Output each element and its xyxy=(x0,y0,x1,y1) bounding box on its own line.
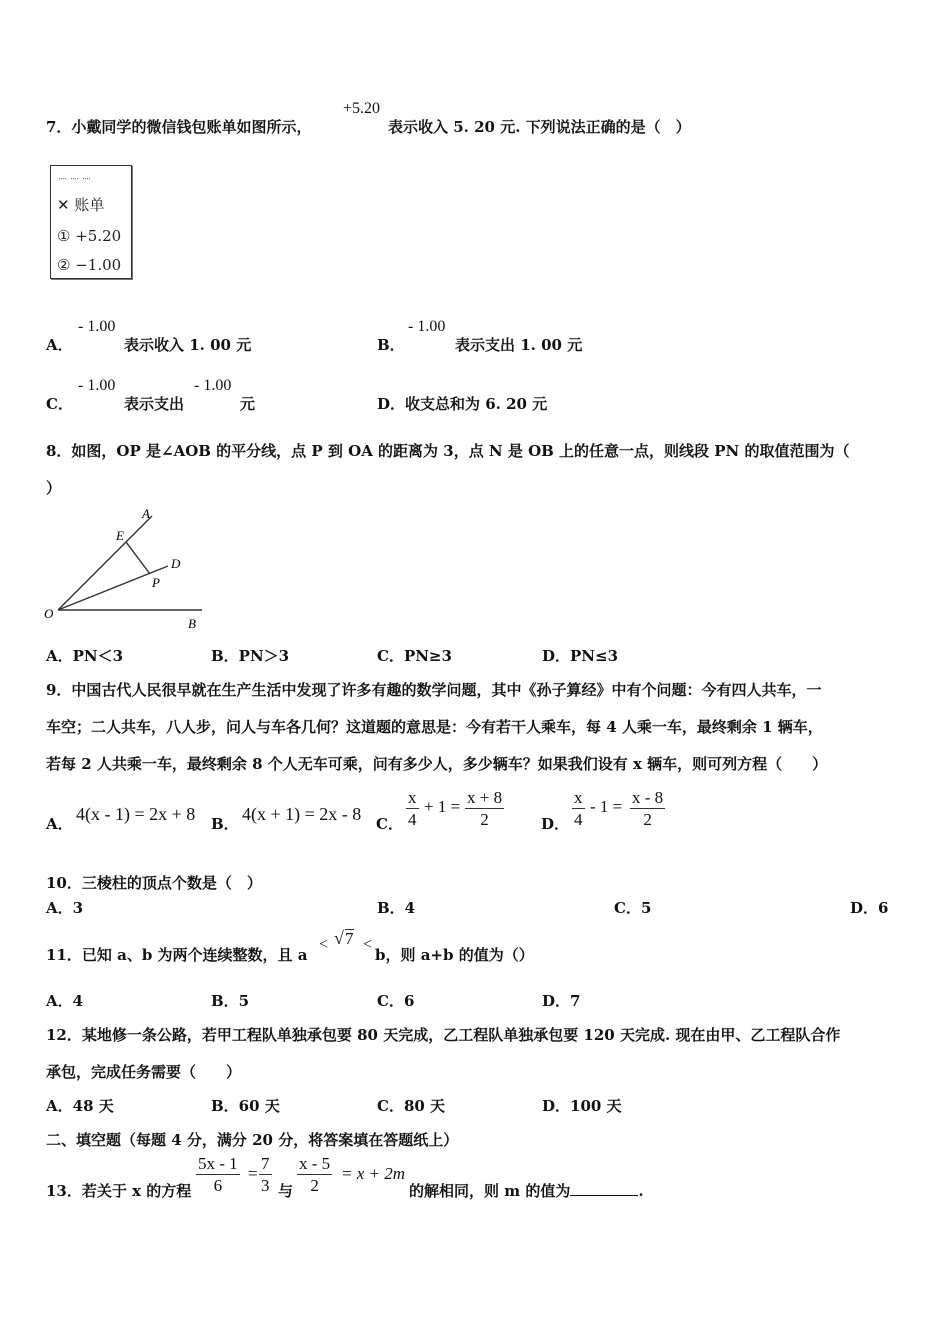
q11-less-than-2: < xyxy=(363,936,373,953)
q11-less-than-1: < xyxy=(319,936,329,953)
q7-option-b-label: B． xyxy=(377,336,405,354)
wallet-status-bar: ᠁ ᠁ ᠁ xyxy=(57,175,91,184)
q12-option-b: B．60 天 xyxy=(211,1097,280,1115)
wallet-row-1: ① +5.20 xyxy=(57,227,122,245)
label-e: E xyxy=(116,528,124,543)
q13-f3-den: 2 xyxy=(310,1176,319,1195)
q9-option-c-label: C． xyxy=(376,815,403,833)
section-heading-fill-in: 二、填空题（每题 4 分，满分 20 分，将答案填在答题纸上） xyxy=(46,1131,459,1149)
q10-option-d: D．6 xyxy=(850,899,889,917)
q7-option-c-end: 元 xyxy=(240,395,256,413)
q11-option-b: B．5 xyxy=(211,992,250,1010)
q9-option-c-frac2 xyxy=(465,788,504,831)
q13-stem-a: 13．若关于 x 的方程 xyxy=(46,1182,192,1200)
q13-with: 与 xyxy=(278,1182,294,1200)
q13-answer-blank[interactable] xyxy=(570,1181,638,1196)
q13-fraction-2 xyxy=(259,1154,272,1197)
q9-option-b-equation: 4(x + 1) = 2x - 8 xyxy=(242,804,362,824)
q7-option-a-label: A． xyxy=(46,336,73,354)
label-a: A xyxy=(142,506,150,521)
q11-stem-a: 11．已知 a、b 为两个连续整数，且 a xyxy=(46,946,308,964)
q7-option-a-text: 表示收入 1. 00 元 xyxy=(124,336,252,354)
q13-f1-den: 6 xyxy=(213,1176,223,1195)
q12-option-c: C．80 天 xyxy=(377,1097,446,1115)
q7-stem-a: 7．小戴同学的微信钱包账单如图所示， xyxy=(46,118,312,136)
segment-pe xyxy=(126,542,150,574)
q7-option-b-text: 表示支出 1. 00 元 xyxy=(455,336,583,354)
q8-option-a: A．PN＜3 xyxy=(46,647,124,665)
q9c-frac1-den: 4 xyxy=(408,810,417,829)
q9-option-c-mid: + 1 = xyxy=(424,797,461,816)
q7-option-c-sup1: - 1.00 xyxy=(78,377,116,394)
label-p: P xyxy=(152,575,160,590)
q13-f2-den: 3 xyxy=(261,1176,270,1195)
q11-option-d: D．7 xyxy=(542,992,581,1010)
q13-f3-num: x - 5 xyxy=(299,1154,331,1173)
q8-option-b: B．PN＞3 xyxy=(211,647,290,665)
q10-stem: 10．三棱柱的顶点个数是（ ） xyxy=(46,874,262,892)
q13-f2-num: 7 xyxy=(261,1154,270,1173)
q9-option-d-frac1 xyxy=(572,788,585,831)
q9-option-a-label: A． xyxy=(46,815,73,833)
q12-option-d: D．100 天 xyxy=(542,1097,622,1115)
q7-option-d: D．收支总和为 6. 20 元 xyxy=(377,395,548,413)
label-d: D xyxy=(171,556,181,571)
q7-option-c-mid: 表示支出 xyxy=(124,395,185,413)
q9d-frac1-den: 4 xyxy=(574,810,583,829)
wallet-row-2: ② −1.00 xyxy=(57,256,122,274)
q7-option-b-sup: - 1.00 xyxy=(408,318,446,335)
q9c-frac2-num: x + 8 xyxy=(467,788,503,807)
q12-option-a: A．48 天 xyxy=(46,1097,114,1115)
q9-option-b-label: B． xyxy=(211,815,239,833)
q7-sup-income: +5.20 xyxy=(343,100,381,117)
q9d-frac2-den: 2 xyxy=(643,810,652,829)
q10-option-b: B．4 xyxy=(377,899,416,917)
q9c-frac1-num: x xyxy=(408,788,417,807)
q13-stem-b-line xyxy=(409,1180,644,1201)
q9-line1: 9．中国古代人民很早就在生产生活中发现了许多有趣的数学问题，其中《孙子算经》中有个问题：今有四人共车，一 xyxy=(46,681,822,699)
q9-line3: 若每 2 人共乘一车，最终剩余 8 个人无车可乘，问有多少人，多少辆车？如果我们设有 x 辆车，则可列方程（ ） xyxy=(46,755,828,773)
label-o: O xyxy=(44,606,54,621)
q7-option-a-sup: - 1.00 xyxy=(78,318,116,335)
q9-option-d-mid: - 1 = xyxy=(590,797,623,816)
q9c-frac2-den: 2 xyxy=(480,810,489,829)
q12-line2: 承包，完成任务需要（ ） xyxy=(46,1063,242,1081)
q9-option-a-equation: 4(x - 1) = 2x + 8 xyxy=(76,804,196,824)
q8-stem-line2: ） xyxy=(46,479,62,497)
q9-line2: 车空；二人共车，八人步，问人与车各几何？这道题的意思是：今有若干人乘车，每 4 人乘一车，最终剩余 1 辆车， xyxy=(46,718,823,736)
q8-option-c: C．PN≥3 xyxy=(377,647,452,665)
q11-option-a: A．4 xyxy=(46,992,84,1010)
q9-option-c-frac1 xyxy=(406,788,419,831)
q13-equals: = xyxy=(248,1164,258,1183)
q13-stem-b: 的解相同，则 m 的值为 xyxy=(409,1182,571,1200)
q13-tail: . xyxy=(638,1182,644,1200)
q11-stem-b: b，则 a+b 的值为（） xyxy=(375,946,534,964)
q13-rhs: = x + 2m xyxy=(341,1164,406,1183)
q8-option-d: D．PN≤3 xyxy=(542,647,619,665)
q13-fraction-3 xyxy=(297,1154,332,1197)
q9-option-d-label: D． xyxy=(541,815,570,833)
q8-stem-line1: 8．如图，OP 是∠AOB 的平分线，点 P 到 OA 的距离为 3，点 N 是 OB 上的任意一点，则线段 PN 的取值范围为（ xyxy=(46,442,850,460)
q7-option-c-sup2: - 1.00 xyxy=(194,377,232,394)
q13-fraction-1 xyxy=(196,1154,240,1197)
q13-f1-num: 5x - 1 xyxy=(198,1154,238,1173)
q11-radicand: 7 xyxy=(345,929,354,948)
q11-sqrt-sign: √ xyxy=(334,928,344,948)
q9d-frac2-num: x - 8 xyxy=(632,788,664,807)
q7-option-c-label: C． xyxy=(46,395,73,413)
q9d-frac1-num: x xyxy=(574,788,583,807)
ray-oa xyxy=(58,516,152,610)
wallet-title: ✕ 账单 xyxy=(57,196,105,214)
q9-option-d-frac2 xyxy=(630,788,665,831)
q11-option-c: C．6 xyxy=(377,992,415,1010)
angle-bisector-figure xyxy=(40,500,220,635)
label-b: B xyxy=(188,616,196,631)
q10-option-c: C．5 xyxy=(614,899,652,917)
q12-line1: 12．某地修一条公路，若甲工程队单独承包要 80 天完成，乙工程队单独承包要 120 天完成. 现在由甲、乙工程队合作 xyxy=(46,1026,841,1044)
q7-stem xyxy=(46,116,311,137)
wallet-bill-figure xyxy=(50,165,132,279)
q10-option-a: A．3 xyxy=(46,899,84,917)
q7-stem-b: 表示收入 5. 20 元. 下列说法正确的是（ ） xyxy=(388,118,691,136)
